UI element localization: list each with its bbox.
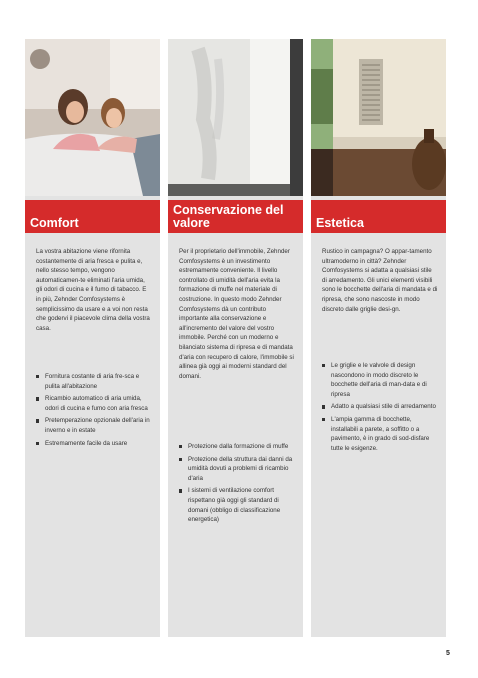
list-item: Estremamente facile da usare bbox=[36, 439, 152, 449]
list-item: Pretemperazione opzionale dell'aria in inverno e in estate bbox=[36, 416, 152, 435]
bullet-square-icon bbox=[179, 458, 182, 461]
body-text bbox=[179, 247, 295, 381]
column-estetica bbox=[311, 39, 446, 637]
list-item: I sistemi di ventilazione comfort rispettano già oggi gli standard di domani (obbligo di classificazione energetica) bbox=[179, 486, 295, 524]
list-item: Le griglie e le valvole di design nascondono in modo discreto le bocchette dell'aria di man-data e di ripresa bbox=[322, 361, 438, 399]
paragraph: La vostra abitazione viene rifornita costantemente di aria fresca e pulita e, nello stesso tempo, vengono automaticamen-te eliminati l'aria umida, gli odori di cucina e il fumo di tabacco. E in più, Zehnder Comfosystems è semplicissimo da usare e a voi non resta che godervi il piacevole clima della vostra casa. bbox=[36, 248, 150, 332]
photo-interior-vent bbox=[311, 39, 446, 196]
bullet-square-icon bbox=[36, 397, 39, 400]
bullet-square-icon bbox=[36, 375, 39, 378]
bullet-square-icon bbox=[322, 405, 325, 408]
body-text bbox=[36, 247, 152, 333]
column-title: Conservazione del valore bbox=[173, 203, 284, 230]
bullet-square-icon bbox=[322, 418, 325, 421]
column-title: Comfort bbox=[30, 216, 79, 230]
bullet-square-icon bbox=[179, 489, 182, 492]
paragraph: Per il proprietario dell'immobile, Zehnder Comfosystems è un investimento estremamente conveniente. Il livello controllato di umidità dell'aria evita la formazione di muffe nel materiale di costruzione. In questo modo Zehnder Comfosystems dà un contributo importante alla conservazione e all'incremento del valore del vostro immobile. Perché con un moderno e bilanciato sistema di ripresa e di mandata d'aria con recupero di calore, l'immobile si allinea già oggi ai moderni standard del domani. bbox=[179, 248, 294, 380]
bullet-square-icon bbox=[36, 442, 39, 445]
paragraph: Rustico in campagna? O appar-tamento ultramoderno in città? Zehnder Comfosystems si adatta a qualsiasi stile di arredamento. Gli unici elementi visibili sono le bocchette dell'aria di mandata e di ripresa, che sono nascoste in modo discreto dalle griglie desi-gn. bbox=[322, 248, 438, 313]
header-comfort bbox=[25, 200, 160, 233]
list-item: L'ampia gamma di bocchette, installabili a parete, a soffitto o a pavimento, è in grado di sod-disfare tutte le esigenze. bbox=[322, 415, 438, 453]
feature-list bbox=[179, 442, 295, 528]
feature-list bbox=[36, 372, 152, 451]
list-item: Protezione dalla formazione di muffe bbox=[179, 442, 295, 452]
bullet-square-icon bbox=[179, 445, 182, 448]
photo-mother-daughter-bed bbox=[25, 39, 160, 196]
body-text bbox=[322, 247, 438, 314]
column-conservazione bbox=[168, 39, 303, 637]
list-item: Fornitura costante di aria fre-sca e pulita all'abitazione bbox=[36, 372, 152, 391]
list-item: Protezione della struttura dai danni da umidità dovuti a problemi di ricambio d'aria bbox=[179, 455, 295, 484]
list-item: Adatto a qualsiasi stile di arredamento bbox=[322, 402, 438, 412]
header-estetica bbox=[311, 200, 446, 233]
header-conservazione bbox=[168, 200, 303, 233]
bullet-square-icon bbox=[322, 364, 325, 367]
photo-moldy-wall bbox=[168, 39, 303, 196]
bullet-square-icon bbox=[36, 419, 39, 422]
list-item: Ricambio automatico di aria umida, odori di cucina e fumo con aria fresca bbox=[36, 394, 152, 413]
column-comfort bbox=[25, 39, 160, 637]
page-number: 5 bbox=[446, 650, 450, 657]
feature-list bbox=[322, 361, 438, 456]
column-title: Estetica bbox=[316, 216, 364, 230]
